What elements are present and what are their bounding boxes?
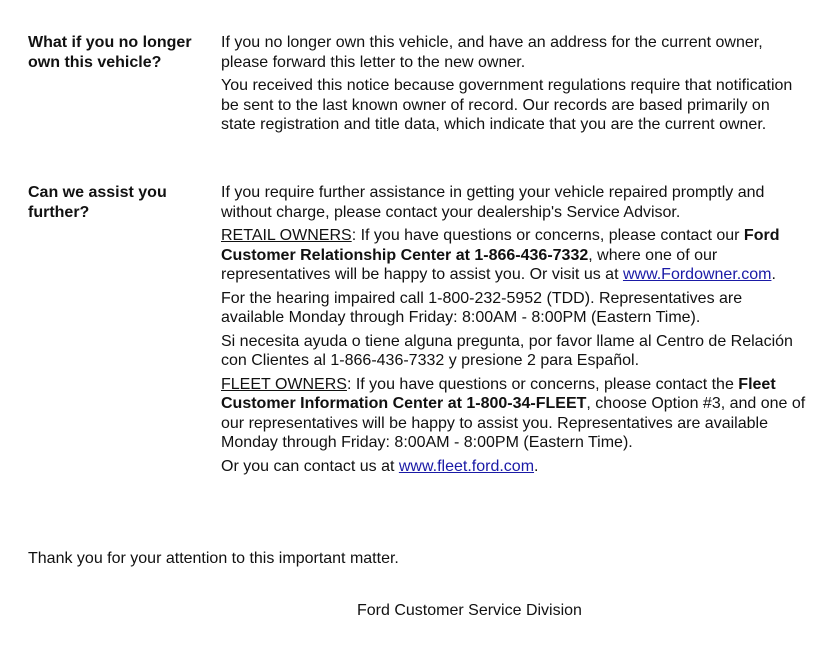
ford-crc-phone: Ford Customer Relationship Center at 1-866-436-7332: [221, 227, 780, 264]
thanks-line: Thank you for your attention to this important matter.: [28, 550, 399, 567]
hearing-impaired-paragraph: For the hearing impaired call 1-800-232-5952 (TDD). Representatives are available Monday through Friday: 8:00AM - 8:00PM (Eastern Time).: [221, 289, 743, 326]
fleet-contact-end: .: [534, 457, 539, 475]
signature: Ford Customer Service Division: [357, 602, 582, 619]
fleet-contact-paragraph: [221, 457, 808, 477]
question-heading: What if you no longer own this vehicle?: [28, 34, 192, 71]
fleet-text-cont: , choose Option #3, and one of our representatives will be happy to assist you. Representatives are available Monday through Friday: 8:00AM - 8:00PM (Eastern Time).: [221, 395, 806, 451]
fleet-contact-text: Or you can contact us at: [221, 457, 399, 475]
spanish-paragraph: Si necesita ayuda o tiene alguna pregunta, por favor llame al Centro de Relación con Clientes al 1-866-436-7332 y presione 2 para Español.: [221, 332, 793, 369]
forward-letter-paragraph: If you no longer own this vehicle, and have an address for the current owner, please forward this letter to the new owner.: [221, 34, 763, 71]
retail-text-cont: , where one of our representatives will be happy to assist you. Or visit us at: [221, 246, 718, 283]
fleet-text: : If you have questions or concerns, please contact the: [346, 375, 739, 393]
section-assist-further: [28, 183, 808, 480]
fleet-ford-link[interactable]: www.fleet.ford.com: [398, 457, 535, 475]
fleet-cic-phone: Fleet Customer Information Center at 1-800-34-FLEET: [221, 375, 776, 412]
fleet-owners-paragraph: [221, 375, 808, 453]
notice-reason-paragraph: You received this notice because government regulations require that notification be sent to the last known owner of record. Our records are based primarily on state registration and title data, which indicate that you are the current owner.: [221, 77, 793, 133]
answer-body: [221, 33, 808, 139]
fordowner-link[interactable]: www.Fordowner.com: [622, 266, 772, 283]
answer-body: [221, 183, 808, 480]
fleet-owners-label: FLEET OWNERS: [221, 375, 347, 393]
retail-owners-paragraph: [221, 226, 808, 285]
retail-end: .: [771, 266, 776, 283]
dealership-paragraph: If you require further assistance in getting your vehicle repaired promptly and without charge, please contact your dealership's Service Advisor.: [221, 184, 765, 221]
retail-text: : If you have questions or concerns, please contact our: [351, 227, 744, 244]
question-heading: Can we assist you further?: [28, 184, 167, 221]
section-no-longer-own: [28, 33, 808, 139]
retail-owners-label: RETAIL OWNERS: [221, 227, 352, 244]
